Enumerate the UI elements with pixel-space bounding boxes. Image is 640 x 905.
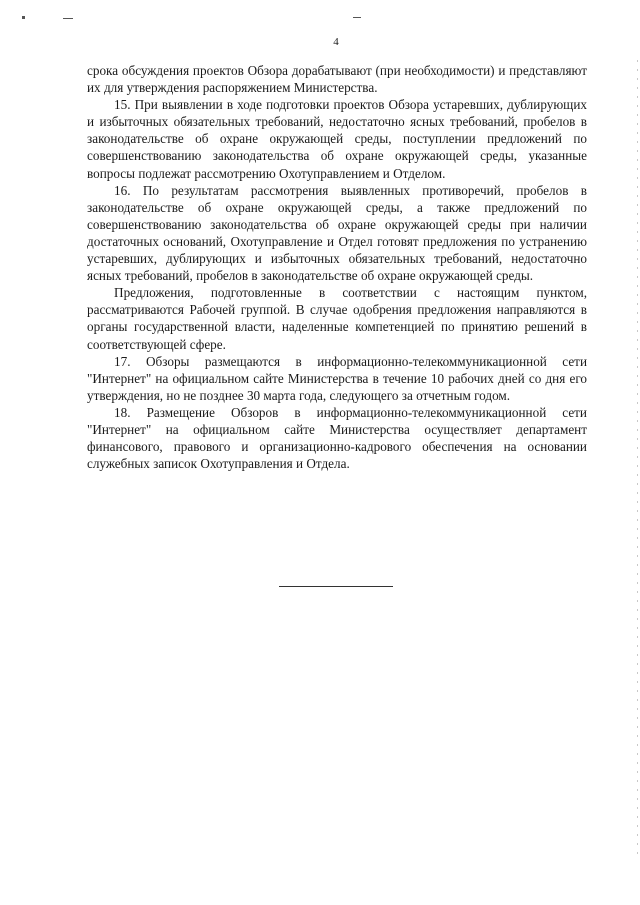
paragraph-item-15: 15. При выявлении в ходе подготовки проектов Обзора устаревших, дублирующих и избыточных обязательных требований, недостаточно ясных требований, пробелов в законодательстве об охране окружающей среды, поступлении предложений по совершенствованию законодательства об охране окружающей среды, указанные вопросы подлежат рассмотрению Охотуправлением и Отделом.: [87, 97, 587, 181]
document-body: [87, 62, 587, 472]
scan-edge-artifact: [637, 60, 638, 860]
paragraph-item-18: 18. Размещение Обзоров в информационно-телекоммуникационной сети "Интернет" на официальном сайте Министерства осуществляет департамент финансового, правового и организационно-кадрового обеспечения на основании служебных записок Охотуправления и Отдела.: [87, 404, 587, 472]
paragraph-continuation: срока обсуждения проектов Обзора дорабатывают (при необходимости) и представляют их для утверждения распоряжением Министерства.: [87, 63, 587, 96]
page-number: 4: [333, 36, 339, 48]
paragraph-item-16: 16. По результатам рассмотрения выявленных противоречий, пробелов в законодательстве об охране окружающей среды, а также предложений по совершенствованию законодательства об охране окружающей среды при наличии достаточных оснований, Охотуправление и Отдел готовят предложения по устранению устаревших, дублирующих и избыточных обязательных требований, недостаточно ясных требований, пробелов в законодательстве об охране окружающей среды.: [87, 182, 587, 284]
scan-artifact: [353, 17, 361, 18]
scan-artifact: [63, 18, 73, 19]
paragraph-item-17: 17. Обзоры размещаются в информационно-телекоммуникационной сети "Интернет" на официальном сайте Министерства в течение 10 рабочих дней со дня его утверждения, но не позднее 30 марта года, следующего за отчетным годом.: [87, 353, 587, 403]
paragraph-proposals: Предложения, подготовленные в соответствии с настоящим пунктом, рассматриваются Рабочей группой. В случае одобрения предложения направляются в органы государственной власти, наделенные компетенцией по принятию решений в соответствующей сфере.: [87, 285, 587, 352]
end-of-document-line: [279, 586, 393, 587]
scan-artifact: [22, 16, 25, 19]
